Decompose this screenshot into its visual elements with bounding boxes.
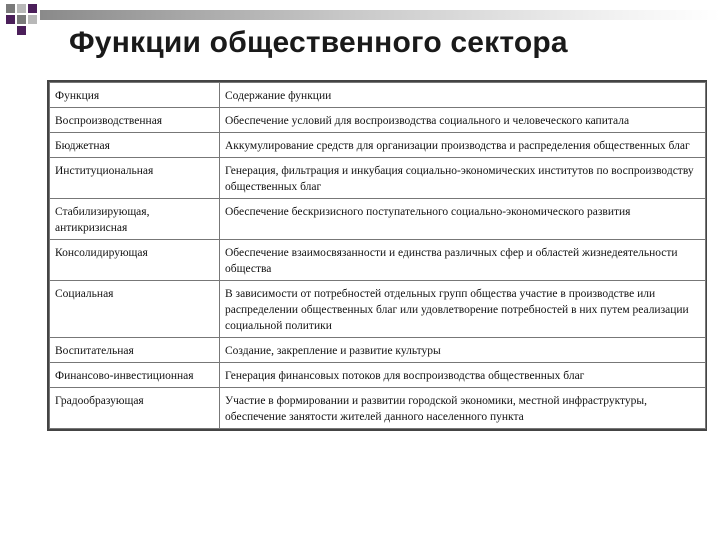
function-name-cell: Бюджетная: [50, 133, 220, 158]
decor-square: [28, 15, 37, 24]
function-name-cell: Воспитательная: [50, 338, 220, 363]
function-name-cell: Институциональная: [50, 158, 220, 199]
table-row: [50, 338, 706, 363]
page-title: Функции общественного сектора: [69, 26, 568, 59]
table-row: [50, 108, 706, 133]
header-cell-content: Содержание функции: [220, 83, 706, 108]
table-row: [50, 199, 706, 240]
function-content-cell: В зависимости от потребностей отдельных групп общества участие в производстве или распределении общественных благ или удовлетворение потребностей в них путем реализации социальной политики: [220, 281, 706, 338]
decor-square: [17, 26, 26, 35]
table-row: [50, 133, 706, 158]
header-gradient-bar: [40, 10, 720, 20]
function-content-cell: Обеспечение условий для воспроизводства социального и человеческого капитала: [220, 108, 706, 133]
function-name-cell: Финансово-инвестиционная: [50, 363, 220, 388]
functions-table: [47, 80, 707, 431]
table-header-row: [50, 83, 706, 108]
table-row: [50, 363, 706, 388]
function-name-cell: Воспроизводственная: [50, 108, 220, 133]
decor-square: [28, 4, 37, 13]
decor-square: [6, 15, 15, 24]
table-row: [50, 240, 706, 281]
function-content-cell: Создание, закрепление и развитие культуры: [220, 338, 706, 363]
decor-square: [17, 15, 26, 24]
header-cell-function: Функция: [50, 83, 220, 108]
function-name-cell: Социальная: [50, 281, 220, 338]
function-name-cell: Стабилизирующая, антикризисная: [50, 199, 220, 240]
function-content-cell: Генерация, фильтрация и инкубация социально-экономических институтов по воспроизводству общественных благ: [220, 158, 706, 199]
table-row: [50, 281, 706, 338]
decor-square: [6, 4, 15, 13]
function-content-cell: Аккумулирование средств для организации производства и распределения общественных благ: [220, 133, 706, 158]
decor-square: [17, 4, 26, 13]
function-content-cell: Обеспечение бескризисного поступательного социально-экономического развития: [220, 199, 706, 240]
function-content-cell: Участие в формировании и развитии городской экономики, местной инфраструктуры, обеспечение занятости жителей данного населенного пункта: [220, 388, 706, 429]
table-row: [50, 158, 706, 199]
table-row: [50, 388, 706, 429]
function-name-cell: Градообразующая: [50, 388, 220, 429]
function-content-cell: Генерация финансовых потоков для воспроизводства общественных благ: [220, 363, 706, 388]
function-content-cell: Обеспечение взаимосвязанности и единства различных сфер и областей жизнедеятельности общества: [220, 240, 706, 281]
function-name-cell: Консолидирующая: [50, 240, 220, 281]
